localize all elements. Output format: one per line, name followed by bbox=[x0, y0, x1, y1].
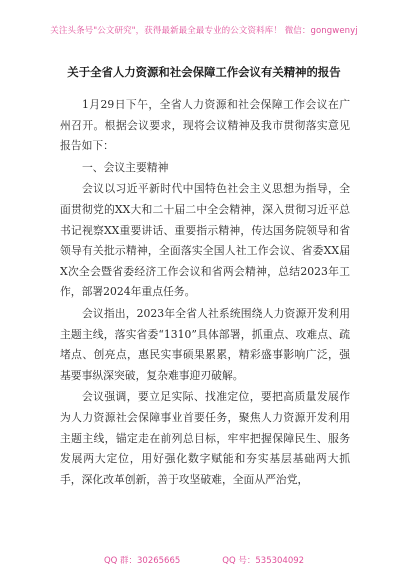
paragraph-emphasis: 会议强调，要立足实际、找准定位，要把高质量发展作为人力资源社会保障事业首要任务，聚焦人力资源开发利用主题主线，锚定走在前列总目标，牢牢把握保障民生、服务发展两大定位，用好强化数字赋能和夯实基层基础两大抓手，深化改革创新，善于攻坚破难，全面从严治党， bbox=[60, 390, 350, 486]
paragraph-guidance: 会议以习近平新时代中国特色社会主义思想为指导，全面贯彻党的XX大和二十届二中全会精神，深入贯彻习近平总书记视察XX重要讲话、重要指示精神，传达国务院领导和省领导有关批示精神，全面落实全国人社工作会议、省委XX届X次全会暨省委经济工作会议和省两会精神，总结2023年工作，部署2024年重点任务。 bbox=[60, 182, 350, 299]
footer-qq-group: QQ 群：30265665 bbox=[103, 556, 181, 566]
paragraph-achievements: 会议指出，2023年全省人社系统围绕人力资源开发利用主题主线，落实省委“1310”具体部署，抓重点、攻难点、疏堵点、创亮点，惠民实事硕果累累，精彩盛事影响广泛，强基要事纵深突破，复杂难事迎刃破解。 bbox=[60, 306, 350, 382]
footer-contact bbox=[0, 554, 408, 566]
paragraph-intro: 1月29日下午，全省人力资源和社会保障工作会议在广州召开。根据会议要求，现将会议精神及我市贯彻落实意见报告如下： bbox=[60, 98, 350, 153]
document-title: 关于全省人力资源和社会保障工作会议有关精神的报告 bbox=[67, 65, 341, 79]
header-banner: 关注头条号"公文研究"，获得最新最全最专业的公文资料库！ 微信：gongwenyj bbox=[50, 26, 358, 36]
document-body bbox=[60, 95, 350, 491]
footer-qq-number: QQ 号：535304092 bbox=[222, 556, 305, 566]
section-heading: 一、会议主要精神 bbox=[82, 160, 169, 174]
